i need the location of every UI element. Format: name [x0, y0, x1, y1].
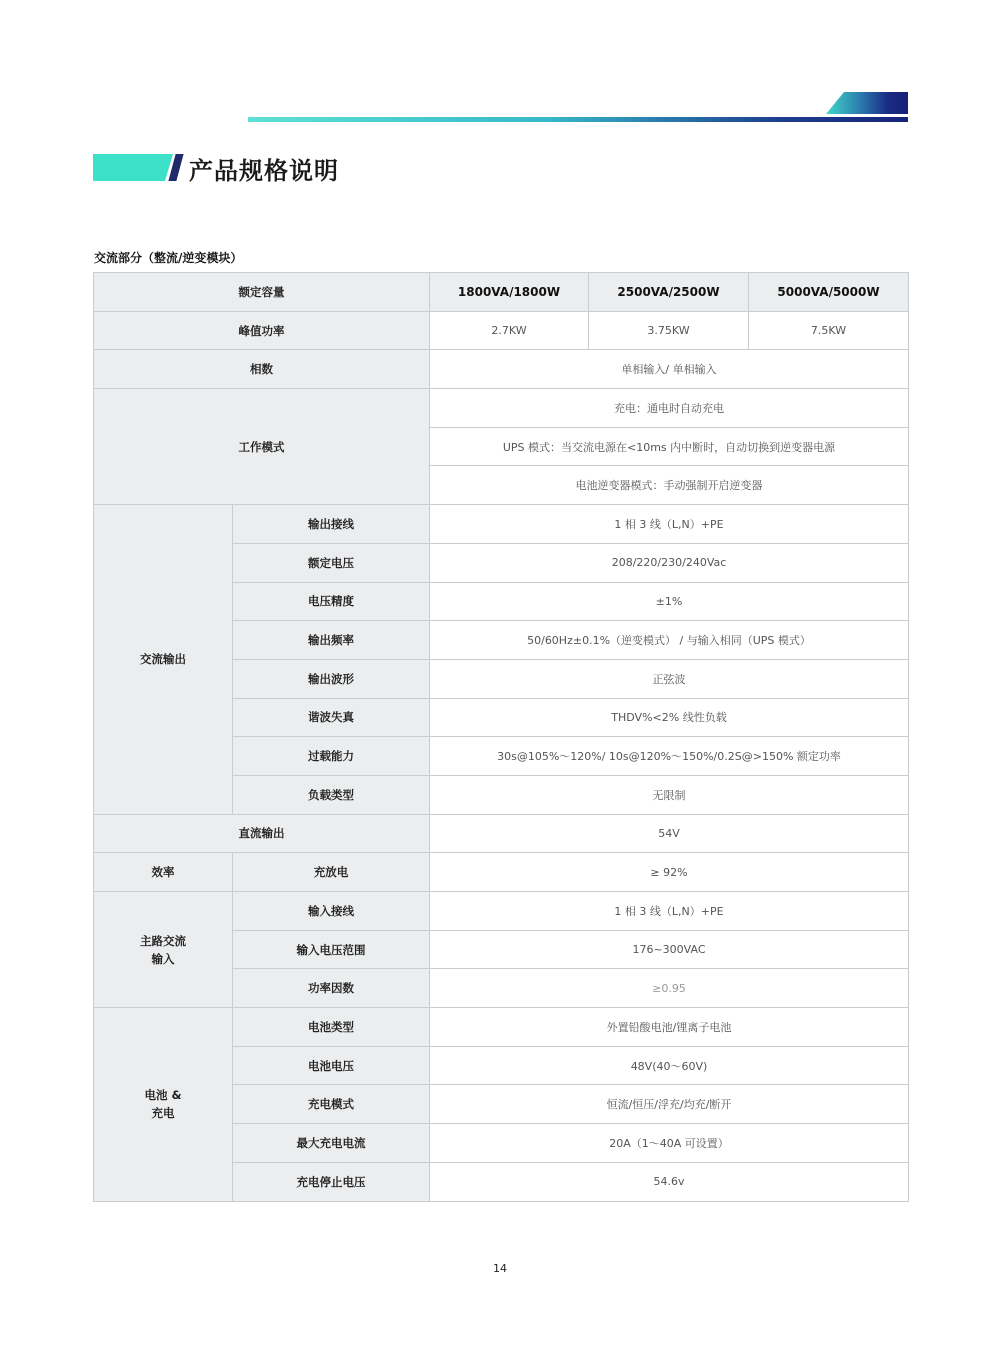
ac-output-sub-label: 输出频率 [233, 621, 430, 660]
work-mode-label: 工作模式 [94, 389, 430, 505]
work-mode-value: 电池逆变器模式：手动强制开启逆变器 [430, 466, 909, 505]
model-header: 5000VA/5000W [749, 273, 909, 312]
ac-output-sub-label: 额定电压 [233, 543, 430, 582]
battery-sub-label: 充电模式 [233, 1085, 430, 1124]
ac-output-sub-label: 输出接线 [233, 505, 430, 544]
table-row [94, 814, 909, 853]
ac-output-value: 1 相 3 线（L,N）+PE [430, 505, 909, 544]
work-mode-value: UPS 模式：当交流电源在<10ms 内中断时，自动切换到逆变器电源 [430, 427, 909, 466]
table-row [94, 892, 909, 931]
model-header: 2500VA/2500W [589, 273, 749, 312]
table-row [94, 389, 909, 428]
ac-output-value: THDV%<2% 线性负载 [430, 698, 909, 737]
title-accent-bar [93, 154, 173, 181]
ac-output-value: ±1% [430, 582, 909, 621]
main-ac-input-value: 176~300VAC [430, 930, 909, 969]
ac-output-value: 30s@105%～120%/ 10s@120%～150%/0.2S@>150% 额定功率 [430, 737, 909, 776]
battery-sub-label: 电池电压 [233, 1046, 430, 1085]
phase-label: 相数 [94, 350, 430, 389]
header-gradient-line [248, 117, 908, 122]
ac-output-value: 无限制 [430, 775, 909, 814]
ac-output-value: 208/220/230/240Vac [430, 543, 909, 582]
peak-power-value: 3.75KW [589, 311, 749, 350]
ac-output-label: 交流输出 [94, 505, 233, 815]
model-header: 1800VA/1800W [430, 273, 589, 312]
phase-value: 单相输入/ 单相输入 [430, 350, 909, 389]
peak-power-value: 2.7KW [430, 311, 589, 350]
battery-sub-label: 电池类型 [233, 1008, 430, 1047]
table-row [94, 311, 909, 350]
ac-output-sub-label: 输出波形 [233, 659, 430, 698]
rated-capacity-label: 额定容量 [94, 273, 430, 312]
main-ac-input-label-text: 主路交流输入 [140, 933, 186, 966]
battery-label-text: 电池 & 充电 [144, 1088, 182, 1121]
battery-value: 48V(40～60V) [430, 1046, 909, 1085]
table-row [94, 853, 909, 892]
spec-table [93, 272, 909, 1202]
ac-output-value: 50/60Hz±0.1%（逆变模式） / 与输入相同（UPS 模式） [430, 621, 909, 660]
peak-power-value: 7.5KW [749, 311, 909, 350]
ac-output-value: 正弦波 [430, 659, 909, 698]
ac-output-sub-label: 电压精度 [233, 582, 430, 621]
ac-output-sub-label: 谐波失真 [233, 698, 430, 737]
peak-power-label: 峰值功率 [94, 311, 430, 350]
page-number: 14 [493, 1262, 507, 1275]
ac-output-sub-label: 过载能力 [233, 737, 430, 776]
ac-output-sub-label: 负载类型 [233, 775, 430, 814]
dc-output-value: 54V [430, 814, 909, 853]
main-ac-input-value: ≥0.95 [430, 969, 909, 1008]
table-row [94, 350, 909, 389]
efficiency-label: 效率 [94, 853, 233, 892]
dc-output-label: 直流输出 [94, 814, 430, 853]
battery-sub-label: 充电停止电压 [233, 1162, 430, 1201]
page-title: 产品规格说明 [189, 157, 339, 185]
table-row [94, 505, 909, 544]
battery-label [94, 1008, 233, 1201]
header-gradient-block [826, 92, 908, 114]
main-ac-input-value: 1 相 3 线（L,N）+PE [430, 892, 909, 931]
work-mode-value: 充电：通电时自动充电 [430, 389, 909, 428]
table-row [94, 273, 909, 312]
section-label: 交流部分（整流/逆变模块） [94, 251, 243, 265]
table-row [94, 1008, 909, 1047]
main-ac-input-sub-label: 输入电压范围 [233, 930, 430, 969]
main-ac-input-sub-label: 功率因数 [233, 969, 430, 1008]
battery-value: 外置铅酸电池/锂离子电池 [430, 1008, 909, 1047]
battery-value: 恒流/恒压/浮充/均充/断开 [430, 1085, 909, 1124]
battery-value: 20A（1～40A 可设置） [430, 1124, 909, 1163]
battery-value: 54.6v [430, 1162, 909, 1201]
efficiency-value: ≥ 92% [430, 853, 909, 892]
efficiency-sub-label: 充放电 [233, 853, 430, 892]
main-ac-input-label [94, 892, 233, 1008]
battery-sub-label: 最大充电电流 [233, 1124, 430, 1163]
main-ac-input-sub-label: 输入接线 [233, 892, 430, 931]
